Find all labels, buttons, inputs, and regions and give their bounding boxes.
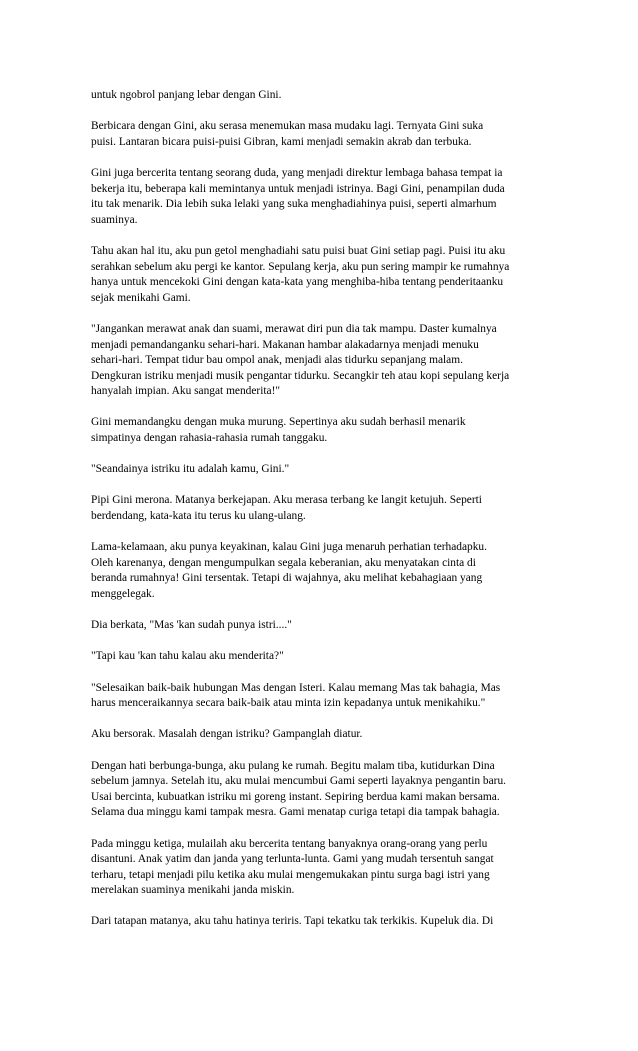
paragraph: [91, 914, 561, 930]
text-line: "Jangankan merawat anak dan suami, merawat diri pun dia tak mampu. Daster kumalnya: [91, 322, 497, 335]
text-line: harus menceraikannya secara baik-baik atau minta izin kepadanya untuk menikahiku.": [91, 697, 486, 710]
text-line: sejak menikahi Gami.: [91, 291, 191, 304]
text-line: serahkan sebelum aku pergi ke kantor. Sepulang kerja, aku pun sering mampir ke rumahnya: [91, 260, 510, 273]
text-line: hanya untuk mencekoki Gini dengan kata-kata yang menghiba-hiba tentang penderitaanku: [91, 276, 504, 289]
text-line: suaminya.: [91, 213, 138, 226]
paragraph: [91, 119, 561, 150]
text-line: Dengan hati berbunga-bunga, aku pulang ke rumah. Begitu malam tiba, kutidurkan Dina: [91, 759, 495, 772]
text-line: Usai bercinta, kubuatkan istriku mi goreng instant. Sepiring berdua kami makan bersama.: [91, 790, 500, 803]
text-line: untuk ngobrol panjang lebar dengan Gini.: [91, 89, 282, 101]
text-line: Pada minggu ketiga, mulailah aku bercerita tentang banyaknya orang-orang yang perlu: [91, 837, 488, 850]
text-line: Tahu akan hal itu, aku pun getol menghadiahi satu puisi buat Gini setiap pagi. Puisi itu aku: [91, 244, 506, 257]
text-line: "Seandainya istriku itu adalah kamu, Gini.": [91, 463, 290, 476]
paragraph: [91, 166, 561, 228]
text-line: disantuni. Anak yatim dan janda yang terlunta-lunta. Gami yang mudah tersentuh sangat: [91, 853, 494, 866]
text-line: "Tapi kau 'kan tahu kalau aku menderita?": [91, 650, 284, 663]
text-line: Oleh karenanya, dengan mengumpulkan segala keberanian, aku menyatakan cinta di: [91, 556, 476, 569]
paragraph: [91, 493, 561, 524]
paragraph: [91, 540, 561, 602]
text-line: terharu, tetapi menjadi pilu ketika aku mulai mengemukakan pintu surga bagi istri yang: [91, 868, 490, 881]
text-line: sehari-hari. Tempat tidur bau ompol anak, menjadi alas tidurku sepanjang malam.: [91, 354, 463, 367]
text-line: Berbicara dengan Gini, aku serasa menemukan masa mudaku lagi. Ternyata Gini suka: [91, 120, 484, 133]
paragraph: [91, 727, 561, 743]
text-line: sebelum jamnya. Setelah itu, aku mulai mencumbui Gami seperti layaknya pengantin baru.: [91, 775, 507, 788]
text-line: Gini memandangku dengan muka murung. Sepertinya aku sudah berhasil menarik: [91, 416, 466, 429]
paragraph: [91, 322, 561, 400]
document-body: [91, 88, 561, 946]
paragraph: [91, 759, 561, 821]
text-line: Aku bersorak. Masalah dengan istriku? Gampanglah diatur.: [91, 728, 363, 741]
paragraph: [91, 462, 561, 478]
text-line: Lama-kelamaan, aku punya keyakinan, kalau Gini juga menaruh perhatian terhadapku.: [91, 541, 487, 554]
text-line: Gini juga bercerita tentang seorang duda, yang menjadi direktur lembaga bahasa tempat ia: [91, 166, 503, 179]
text-line: Dengkuran istriku menjadi musik pengantar tidurku. Secangkir teh atau kopi sepulang kerja: [91, 369, 510, 382]
text-line: menjadi pemandanganku sehari-hari. Makanan hambar alakadarnya menjadi menuku: [91, 338, 479, 351]
text-line: bekerja itu, beberapa kali memintanya untuk menjadi istrinya. Bagi Gini, penampilan duda: [91, 182, 505, 195]
text-line: beranda rumahnya! Gini tersentak. Tetapi di wajahnya, aku melihat kebahagiaan yang: [91, 572, 483, 585]
paragraph: [91, 618, 561, 634]
paragraph: [91, 244, 561, 306]
text-line: hanyalah impian. Aku sangat menderita!": [91, 385, 281, 398]
paragraph: [91, 837, 561, 899]
text-line: itu tak menarik. Dia lebih suka lelaki yang suka menghadiahinya puisi, seperti almarhum: [91, 198, 497, 211]
text-line: Selama dua minggu kami tampak mesra. Gami menatap curiga tetapi dia tampak bahagia.: [91, 806, 500, 819]
text-line: Pipi Gini merona. Matanya berkejapan. Aku merasa terbang ke langit ketujuh. Seperti: [91, 494, 482, 507]
text-line: "Selesaikan baik-baik hubungan Mas dengan Isteri. Kalau memang Mas tak bahagia, Mas: [91, 681, 501, 694]
paragraph: [91, 681, 561, 712]
text-line: Dari tatapan matanya, aku tahu hatinya teriris. Tapi tekatku tak terkikis. Kupeluk dia. Di: [91, 915, 494, 928]
text-line: simpatinya dengan rahasia-rahasia rumah tanggaku.: [91, 432, 328, 445]
text-line: menggelegak.: [91, 588, 155, 600]
paragraph: [91, 649, 561, 665]
text-line: Dia berkata, "Mas 'kan sudah punya istri....": [91, 619, 292, 632]
paragraph: [91, 88, 561, 104]
text-line: puisi. Lantaran bicara puisi-puisi Gibran, kami menjadi semakin akrab dan terbuka.: [91, 135, 472, 148]
paragraph: [91, 415, 561, 446]
text-line: berdendang, kata-kata itu terus ku ulang-ulang.: [91, 510, 306, 523]
text-line: merelakan suaminya menikahi janda miskin.: [91, 884, 295, 897]
